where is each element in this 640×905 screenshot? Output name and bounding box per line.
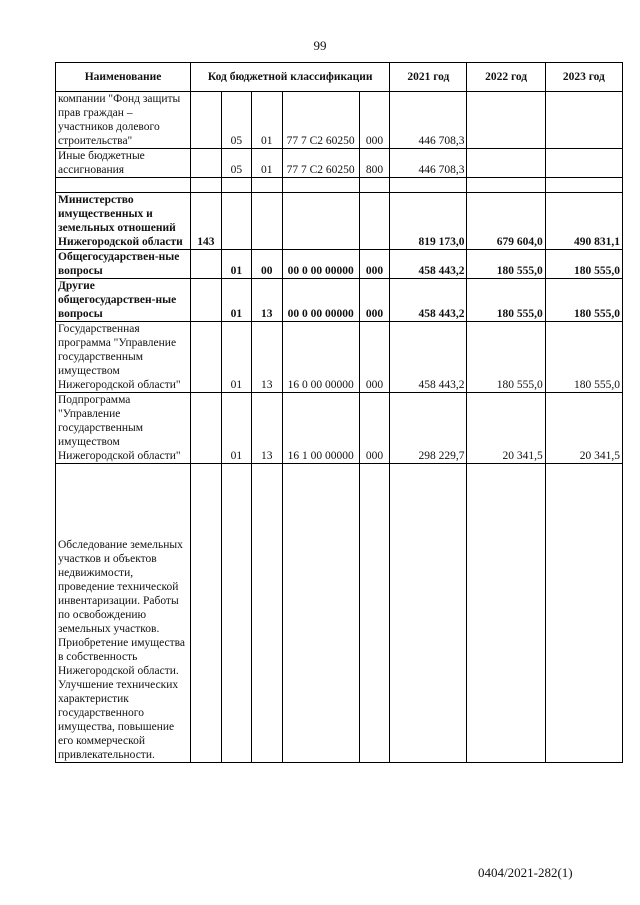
row-rz: [221, 464, 251, 763]
row-rz: 05: [221, 149, 251, 178]
row-pr: 00: [252, 250, 282, 279]
row-vr: 000: [359, 393, 390, 464]
row-pr: 13: [252, 322, 282, 393]
row-pr: [252, 193, 282, 250]
page-number: 99: [313, 38, 327, 53]
row-name: Другие общегосударствен-ные вопросы: [56, 279, 191, 322]
row-rz: 01: [221, 250, 251, 279]
row-2023: [545, 92, 622, 149]
row-2022: [467, 92, 545, 149]
row-2022: 180 555,0: [467, 322, 545, 393]
row-csr: [282, 464, 359, 763]
row-2022: [467, 464, 545, 763]
header-code: Код бюджетной классификации: [191, 63, 390, 92]
row-csr: 77 7 С2 60250: [282, 92, 359, 149]
table-row: [56, 250, 623, 279]
row-csr: 00 0 00 00000: [282, 250, 359, 279]
header-name: Наименование: [56, 63, 191, 92]
row-2023: [545, 464, 622, 763]
row-rz: [221, 193, 251, 250]
row-pr: 13: [252, 393, 282, 464]
row-2023: 20 341,5: [545, 393, 622, 464]
row-2021: [390, 464, 467, 763]
row-2022: 679 604,0: [467, 193, 545, 250]
row-rz: 01: [221, 322, 251, 393]
row-2022: 180 555,0: [467, 250, 545, 279]
row-name: Обследование земельных участков и объектов недвижимости, проведение технической инвентаризации. Работы по освобождению земельных участков. Приобретение имущества в собственность Нижегородской области. Улучшение технических характеристик государственного имущества, повышение его коммерческой привлекательности.: [56, 464, 191, 763]
row-rz: 05: [221, 92, 251, 149]
row-2021: 446 708,3: [390, 92, 467, 149]
row-vr: 000: [359, 250, 390, 279]
document-code: 0404/2021-282(1): [478, 865, 573, 880]
row-2022: [467, 149, 545, 178]
row-pr: 01: [252, 92, 282, 149]
row-ved: [191, 250, 221, 279]
row-pr: 01: [252, 149, 282, 178]
row-name: компании "Фонд защиты прав граждан – участников долевого строительства": [56, 92, 191, 149]
table-row: [56, 193, 623, 250]
row-2021: 458 443,2: [390, 322, 467, 393]
table-header: [56, 63, 623, 92]
header-2023: 2023 год: [545, 63, 622, 92]
row-rz: 01: [221, 393, 251, 464]
row-vr: 800: [359, 149, 390, 178]
table-row: [56, 464, 623, 763]
row-2023: 180 555,0: [545, 250, 622, 279]
row-2021: 458 443,2: [390, 279, 467, 322]
table-row: [56, 92, 623, 149]
row-pr: 13: [252, 279, 282, 322]
row-ved: [191, 279, 221, 322]
table-row: [56, 322, 623, 393]
row-name: Иные бюджетные ассигнования: [56, 149, 191, 178]
row-2021: 446 708,3: [390, 149, 467, 178]
row-name: Государственная программа "Управление государственным имуществом Нижегородской области": [56, 322, 191, 393]
row-name: Подпрограмма "Управление государственным имуществом Нижегородской области": [56, 393, 191, 464]
row-2021: 819 173,0: [390, 193, 467, 250]
row-csr: 00 0 00 00000: [282, 279, 359, 322]
row-vr: 000: [359, 92, 390, 149]
row-ved: [191, 322, 221, 393]
row-name: Министерство имущественных и земельных отношений Нижегородской области: [56, 193, 191, 250]
row-vr: [359, 464, 390, 763]
table-row: [56, 279, 623, 322]
row-rz: 01: [221, 279, 251, 322]
header-2022: 2022 год: [467, 63, 545, 92]
row-vr: [359, 193, 390, 250]
row-ved: 143: [191, 193, 221, 250]
row-name: Общегосударствен-ные вопросы: [56, 250, 191, 279]
row-2023: [545, 149, 622, 178]
row-vr: 000: [359, 322, 390, 393]
row-2022: 20 341,5: [467, 393, 545, 464]
header-2021: 2021 год: [390, 63, 467, 92]
row-ved: [191, 464, 221, 763]
row-2023: 490 831,1: [545, 193, 622, 250]
row-vr: 000: [359, 279, 390, 322]
budget-table: [55, 62, 623, 763]
row-2021: 458 443,2: [390, 250, 467, 279]
row-csr: [282, 193, 359, 250]
table-row: [56, 393, 623, 464]
row-2021: 298 229,7: [390, 393, 467, 464]
table-row: [56, 149, 623, 178]
row-ved: [191, 92, 221, 149]
row-2023: 180 555,0: [545, 279, 622, 322]
spacer-row: [56, 178, 623, 193]
row-2023: 180 555,0: [545, 322, 622, 393]
row-pr: [252, 464, 282, 763]
row-ved: [191, 149, 221, 178]
row-csr: 16 1 00 00000: [282, 393, 359, 464]
row-csr: 16 0 00 00000: [282, 322, 359, 393]
row-csr: 77 7 С2 60250: [282, 149, 359, 178]
row-2022: 180 555,0: [467, 279, 545, 322]
row-ved: [191, 393, 221, 464]
